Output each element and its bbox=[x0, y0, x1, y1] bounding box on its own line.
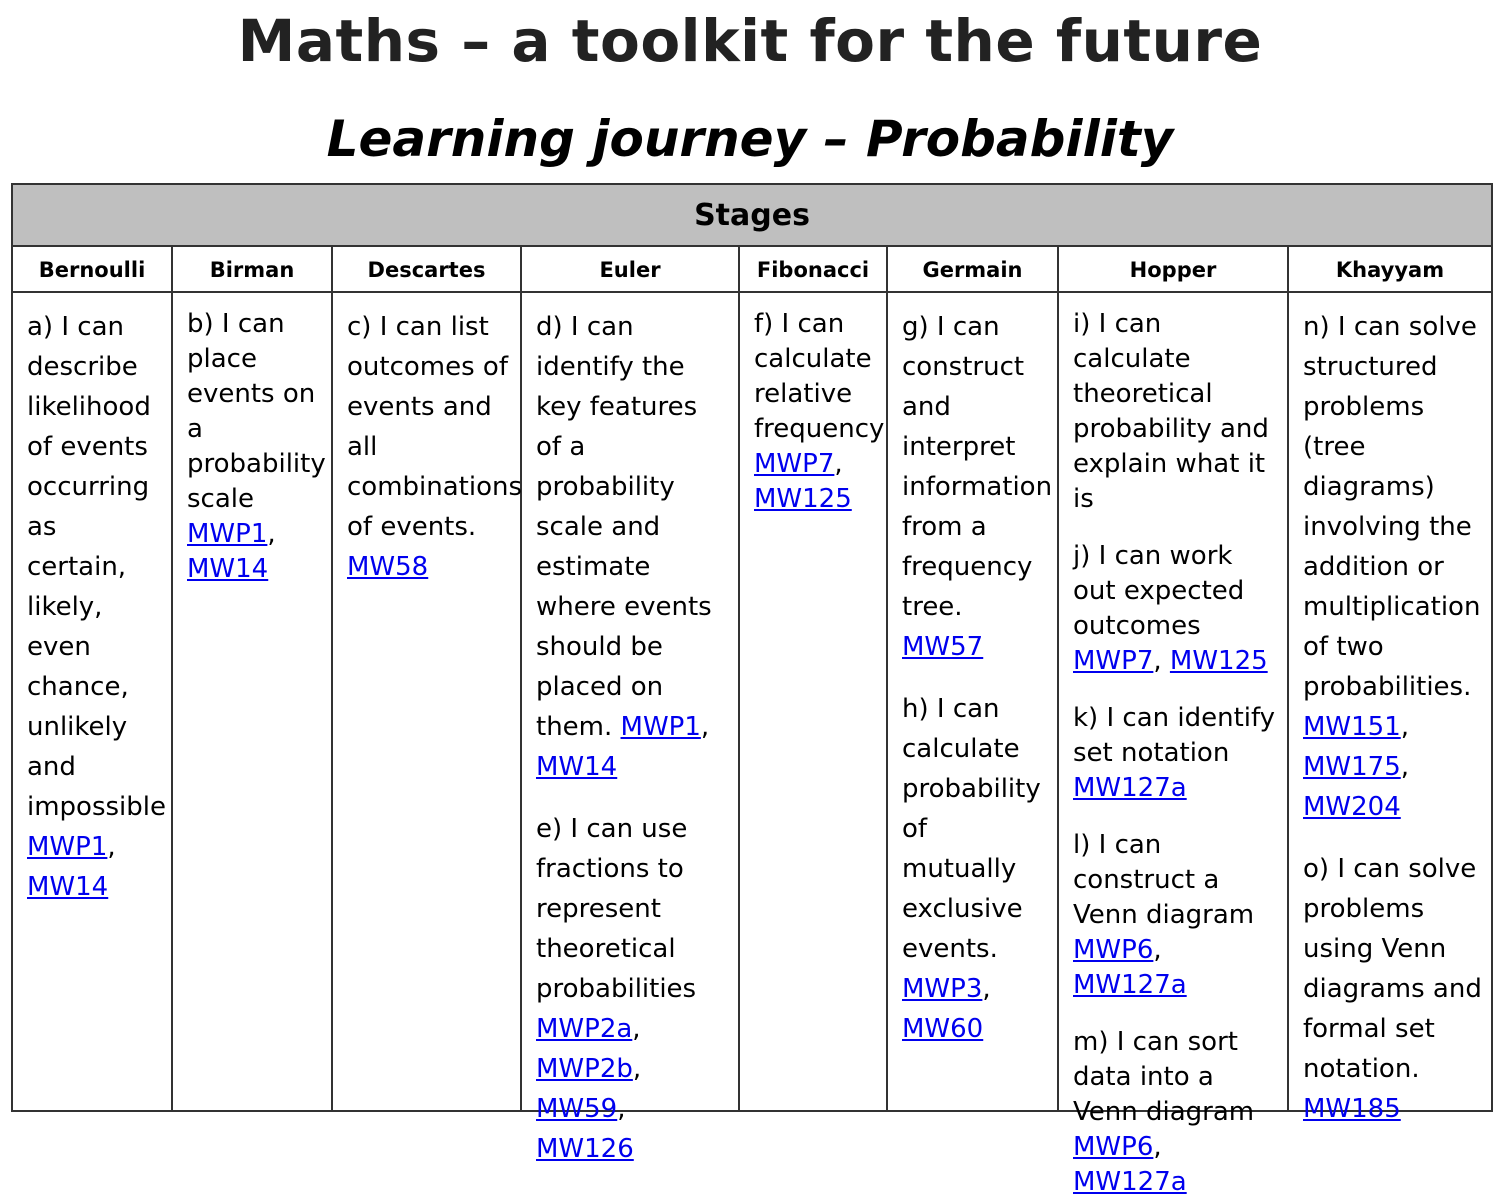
objective-text: b) I can place events on a probability scale bbox=[187, 309, 326, 514]
resource-link[interactable]: MW125 bbox=[754, 484, 852, 514]
objective-text: l) I can construct a Venn diagram bbox=[1073, 830, 1255, 930]
column-cell-euler bbox=[522, 295, 738, 1164]
objective-text: n) I can solve structured problems (tree diagrams) involving the addition or multiplication of two probabilities. bbox=[1303, 312, 1481, 702]
column-cell-hopper bbox=[1059, 295, 1287, 1197]
column-header-khayyam: Khayyam bbox=[1289, 247, 1491, 293]
column-header-bernoulli: Bernoulli bbox=[13, 247, 171, 293]
resource-link[interactable]: MW60 bbox=[902, 1014, 984, 1044]
resource-link[interactable]: MWP7 bbox=[1073, 646, 1154, 676]
objective-text: i) I can calculate theoretical probability and explain what it is bbox=[1073, 309, 1269, 514]
objective-g bbox=[902, 307, 1053, 667]
stages-table bbox=[11, 183, 1493, 1197]
resource-link[interactable]: MW127a bbox=[1073, 1167, 1187, 1197]
stages-header: Stages bbox=[13, 185, 1491, 247]
objective-d: d) I can identify the key features of a probability scale and estimate where events should be placed on them. MWP1, MW14 bbox=[536, 312, 712, 782]
objective-text: k) I can identify set notation bbox=[1073, 703, 1276, 768]
objective-text: h) I can calculate probability of mutually exclusive events. bbox=[902, 694, 1041, 964]
resource-link[interactable]: MW126 bbox=[536, 1134, 634, 1164]
page-title: Maths – a toolkit for the future bbox=[237, 7, 1263, 75]
objective-text: f) I can calculate relative frequency bbox=[754, 309, 885, 444]
objective-k bbox=[1073, 701, 1279, 806]
objective-text: e) I can use fractions to represent theoretical probabilities bbox=[536, 814, 697, 1004]
column-header-hopper: Hopper bbox=[1059, 247, 1287, 293]
resource-link[interactable]: MWP2a bbox=[536, 1014, 633, 1044]
objective-b: b) I can place events on a probability scale MWP1, MW14 bbox=[187, 309, 326, 584]
resource-link[interactable]: MW175 bbox=[1303, 752, 1401, 782]
objective-f: f) I can calculate relative frequency MWP7, MW125 bbox=[754, 309, 885, 514]
resource-link[interactable]: MW59 bbox=[536, 1094, 618, 1124]
resource-link[interactable]: MWP7 bbox=[754, 449, 835, 479]
column-cell-bernoulli bbox=[13, 295, 171, 1110]
resource-link[interactable]: MW204 bbox=[1303, 792, 1401, 822]
objective-text: c) I can list outcomes of events and all combinations of events. bbox=[347, 312, 523, 542]
resource-link[interactable]: MWP1 bbox=[27, 832, 108, 862]
resource-link[interactable]: MWP6 bbox=[1073, 1132, 1154, 1162]
column-header-euler: Euler bbox=[522, 247, 738, 293]
resource-link[interactable]: MW127a bbox=[1073, 970, 1187, 1000]
resource-link[interactable]: MW125 bbox=[1169, 646, 1268, 676]
resource-link[interactable]: MW185 bbox=[1303, 1094, 1401, 1124]
resource-link[interactable]: MW14 bbox=[27, 872, 109, 902]
column-cell-birman bbox=[173, 295, 331, 1110]
column-header-germain: Germain bbox=[888, 247, 1057, 293]
objective-text: a) I can describe likelihood of events occurring as certain, likely, even chance, unlikely and impossible bbox=[27, 312, 167, 822]
column-header-birman: Birman bbox=[173, 247, 331, 293]
resource-link[interactable]: MW151 bbox=[1303, 712, 1401, 742]
objective-a: a) I can describe likelihood of events occurring as certain, likely, even chance, unlikely and impossible MWP1, MW14 bbox=[27, 312, 167, 902]
objective-text: m) I can sort data into a Venn diagram bbox=[1073, 1027, 1255, 1127]
column-header-fibonacci: Fibonacci bbox=[740, 247, 886, 293]
objective-text: o) I can solve problems using Venn diagrams and formal set notation. bbox=[1303, 854, 1482, 1084]
resource-link[interactable]: MW57 bbox=[902, 632, 984, 662]
objective-n: n) I can solve structured problems (tree diagrams) involving the addition or multiplication of two probabilities. MW151, MW175, MW204 bbox=[1303, 312, 1481, 822]
resource-link[interactable]: MWP1 bbox=[620, 712, 701, 742]
column-cell-descartes bbox=[333, 295, 523, 1110]
objective-h: h) I can calculate probability of mutually exclusive events. MWP3, MW60 bbox=[902, 694, 1041, 1044]
resource-link[interactable]: MW14 bbox=[536, 752, 618, 782]
objective-j: j) I can work out expected outcomes MWP7, MW125 bbox=[1073, 541, 1268, 676]
resource-link[interactable]: MWP6 bbox=[1073, 935, 1154, 965]
resource-link[interactable]: MW14 bbox=[187, 554, 269, 584]
objective-l: l) I can construct a Venn diagram MWP6, MW127a bbox=[1073, 830, 1255, 1000]
column-cell-germain bbox=[888, 295, 1057, 1110]
resource-link[interactable]: MW127a bbox=[1073, 773, 1187, 803]
objective-e: e) I can use fractions to represent theoretical probabilities MWP2a, MWP2b, MW59, MW126 bbox=[536, 814, 697, 1164]
objective-o bbox=[1303, 849, 1483, 1129]
page-subtitle: Learning journey – Probability bbox=[326, 110, 1174, 168]
objective-i bbox=[1073, 307, 1279, 517]
objective-text: d) I can identify the key features of a probability scale and estimate where events should be placed on them. bbox=[536, 312, 712, 742]
objective-text: j) I can work out expected outcomes bbox=[1073, 541, 1245, 641]
resource-link[interactable]: MWP2b bbox=[536, 1054, 633, 1084]
column-header-descartes: Descartes bbox=[333, 247, 520, 293]
resource-link[interactable]: MWP1 bbox=[187, 519, 268, 549]
column-cell-fibonacci bbox=[740, 295, 886, 1110]
objective-m: m) I can sort data into a Venn diagram MWP6, MW127a bbox=[1073, 1027, 1255, 1197]
column-cell-khayyam bbox=[1289, 295, 1491, 1124]
resource-link[interactable]: MWP3 bbox=[902, 974, 983, 1004]
objective-c bbox=[347, 307, 523, 587]
objective-text: g) I can construct and interpret information from a frequency tree. bbox=[902, 312, 1053, 622]
resource-link[interactable]: MW58 bbox=[347, 552, 429, 582]
